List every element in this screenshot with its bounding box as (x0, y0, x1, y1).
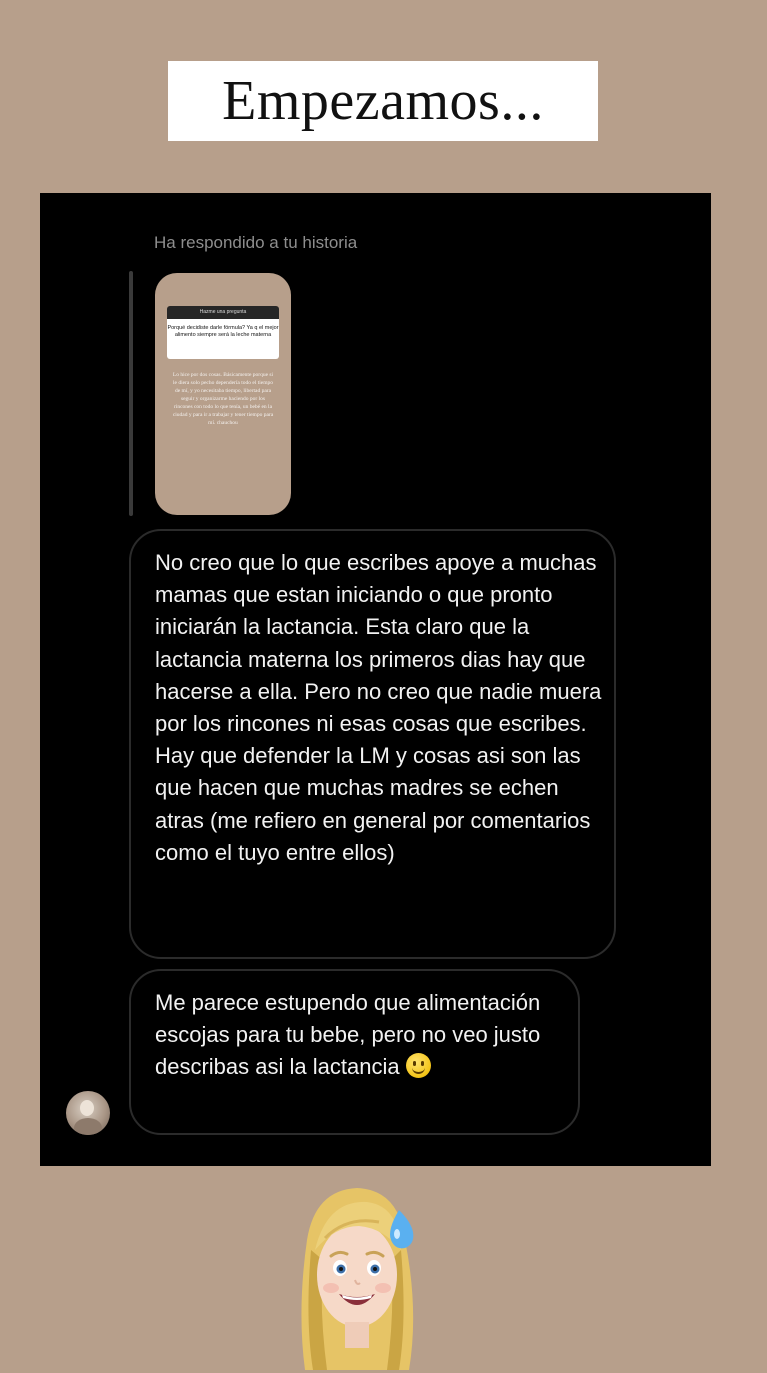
message-bubble[interactable] (129, 529, 616, 959)
message-text: Me parece estupendo que alimentación escojas para tu bebe, pero no veo justo describas asi la lactancia (155, 990, 541, 1080)
title-box (168, 61, 598, 141)
sender-avatar[interactable] (66, 1091, 110, 1135)
avatar-face (80, 1100, 94, 1116)
story-preview-question: Porqué decidiste darle fórmula? Ya q el mejor alimento siempre será la leche materna (167, 319, 279, 359)
story-preview-answer: Lo hice por dos cosas. Básicamente porque si le diera solo pecho dependería todo el tiempo de mí, y yo necesitaba tiempo, libertad para seguir y organizarme haciendo por los rincones con todo lo que tenía, un bebé en la ciudad y para ir a trabajar y tener tiempo para mí. chauchou (172, 372, 274, 426)
dm-conversation-panel (40, 193, 711, 1166)
slightly-smiling-face-icon (406, 1053, 431, 1078)
reply-indicator-bar (129, 271, 133, 516)
replied-to-story-label: Ha respondido a tu historia (154, 233, 358, 252)
message-text: No creo que lo que escribes apoye a muchas mamas que estan iniciando o que pronto iniciarán la lactancia. Esta claro que la lactancia materna los primeros dias hay que hacerse a ella. Pero no creo que nadie muera por los rincones ni esas cosas que escribes. Hay que defender la LM y cosas asi son las que hacen que muchas madres se echen atras (me refiero en general por comentarios como el tuyo entre ellos) (155, 550, 602, 865)
avatar-body (74, 1118, 102, 1135)
story-preview-thumbnail[interactable] (155, 273, 291, 515)
message-bubble[interactable] (129, 969, 580, 1135)
memoji-sweat-smile-sticker (287, 1180, 427, 1370)
story-title: Empezamos... (222, 70, 544, 132)
story-preview-question-header: Hazme una pregunta (167, 306, 279, 319)
